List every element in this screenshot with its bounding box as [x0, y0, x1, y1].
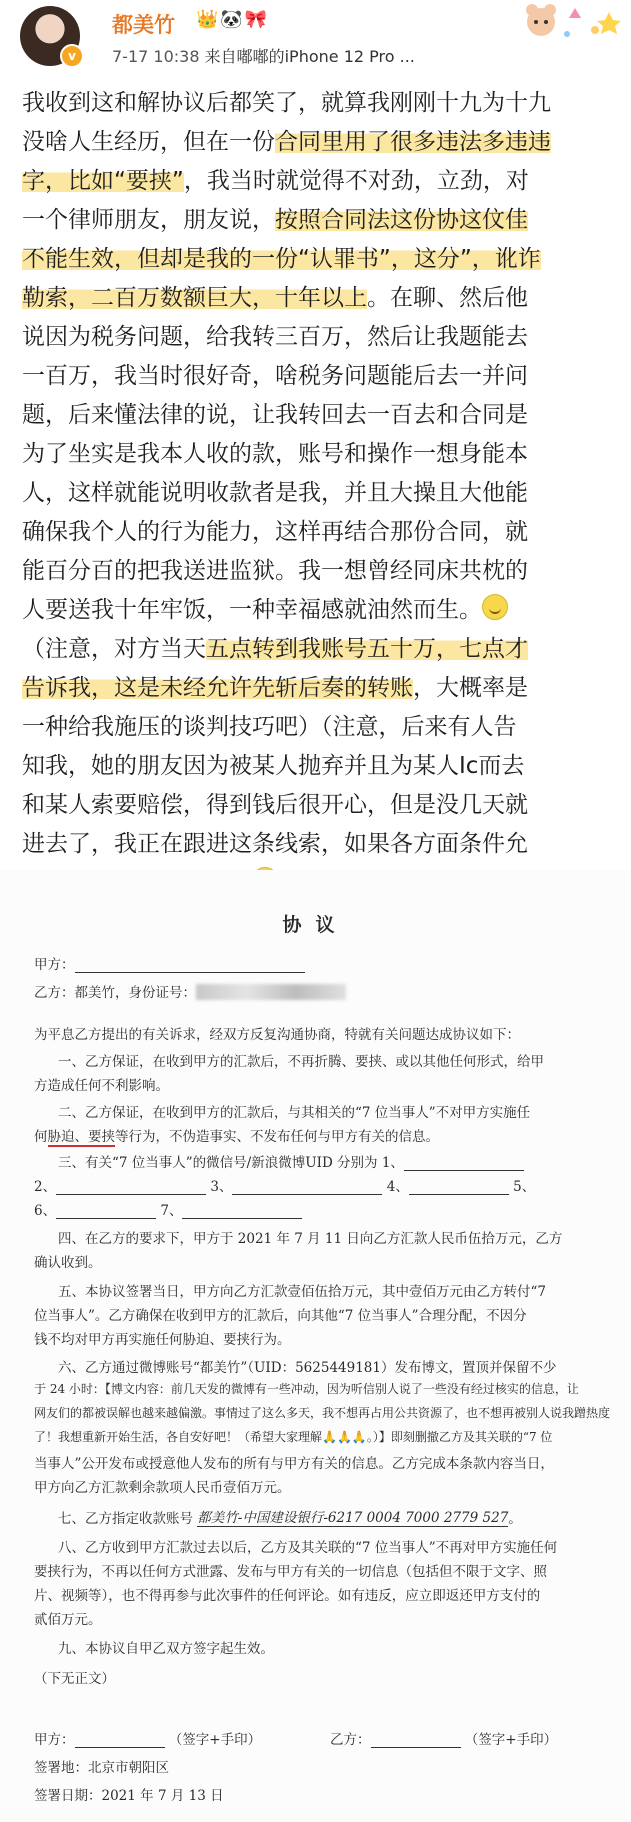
post-line — [22, 513, 622, 552]
highlighted-text: 不能生效，但却是我的一份“认罪书”，这分”，讹诈 — [22, 246, 541, 272]
post-line — [22, 669, 622, 708]
doc-clause-3-list-b: 6、 7、 — [34, 1199, 302, 1219]
doc-clause-1a: 一、乙方保证，在收到甲方的汇款后，不再折腾、要挟、或以其他任何形式，给甲 — [58, 1054, 544, 1070]
post-text-segment: 人要送我十年牢饭，一种幸福感就油然而生。 — [22, 597, 482, 623]
post-text-segment: 我收到这和解协议后都笑了，就算我刚刚十九为十九 — [22, 90, 551, 116]
doc-clause-8a: 八、乙方收到甲方汇款过去以后，乙方及其关联的“7 位当事人”不再对甲方实施任何 — [58, 1540, 558, 1556]
post-text-segment: ，我当时就觉得不对劲，立劲，对 — [183, 168, 529, 194]
doc-clause-7: 七、乙方指定收款账号 都美竹-中国建设银行-6217 0004 7000 2779 527。 — [58, 1506, 522, 1527]
highlighted-text: 勒索，二百万数额巨大，十年以上 — [22, 285, 367, 311]
post-meta — [112, 44, 415, 67]
bank-account: 都美竹-中国建设银行-6217 0004 7000 2779 527 — [197, 1506, 508, 1527]
post-text-segment: 人，这样就能说明收款者是我，并且大操且大他能 — [22, 480, 528, 506]
post-text-segment: 进去了，我正在跟进这条线索，如果各方面条件允 — [22, 831, 528, 857]
doc-clause-2a: 二、乙方保证，在收到甲方的汇款后，与其相关的“7 位当事人”不对甲方实施任 — [58, 1105, 531, 1121]
post-text-segment: ，大概率是 — [413, 675, 528, 701]
doc-clause-6e: 当事人”公开发布或授意他人发布的所有与甲方有关的信息。乙方完成本条款内容当日， — [34, 1456, 554, 1472]
post-line — [22, 747, 622, 786]
post-text-segment: 为了坐实是我本人收的款，账号和操作一想身能本 — [22, 441, 528, 467]
post-header — [0, 0, 631, 80]
post-line — [22, 123, 622, 162]
doc-clause-8d: 贰佰万元。 — [34, 1612, 102, 1628]
post-text-segment: 说因为税务问题，给我转三百万，然后让我题能去 — [22, 324, 528, 350]
doc-clause-4a: 四、在乙方的要求下，甲方于 2021 年 7 月 11 日向乙方汇款人民币伍拾万元，乙方 — [58, 1231, 563, 1247]
post-line — [22, 396, 622, 435]
post-time: 7-17 10:38 — [112, 47, 200, 66]
doc-title: 协议 — [282, 914, 349, 936]
avatar[interactable] — [20, 6, 84, 70]
post-line — [22, 162, 622, 201]
redacted-id — [196, 984, 346, 1000]
doc-clause-2b: 何胁迫、要挟等行为，不伪造事实、不发布任何与甲方有关的信息。 — [34, 1129, 439, 1145]
post-text-segment: 一个律师朋友，朋友说， — [22, 207, 275, 233]
doc-clause-3-list-a: 2、 3、 4、 5、 — [34, 1179, 536, 1195]
doc-clause-6c: 网友们的都被误解也越来越偏激。事情过了这么多天，我不想再占用公共资源了，也不想再被别人说我蹭热度 — [34, 1406, 611, 1420]
doc-clause-6f: 甲方向乙方汇款剩余款项人民币壹佰万元。 — [34, 1480, 291, 1496]
post-text-segment: 知我，她的朋友因为被某人抛弃并且为某人Ic而去 — [22, 753, 525, 779]
highlighted-text: 字，比如“要挟” — [22, 168, 184, 194]
doc-clause-6a: 六、乙方通过微博账号“都美竹”（UID：5625449181）发布博文，置顶并保留不少 — [58, 1360, 557, 1376]
highlighted-text: 合同里用了很多违法多违违 — [275, 129, 551, 155]
post-text-segment: 没啥人生经历，但在一份 — [22, 129, 275, 155]
highlighted-text: 五点转到我账号五十万，七点才 — [206, 636, 528, 662]
post-text-segment: 一种给我施压的谈判技巧吧）（注意，后来有人告 — [22, 714, 517, 740]
doc-sign-a: 甲方： （签字+手印） — [34, 1732, 262, 1748]
smile-emoji-icon — [482, 594, 508, 620]
user-badges: 👑🐼🎀 — [196, 9, 270, 30]
doc-clause-9: 九、本协议自甲乙双方签字起生效。 — [58, 1641, 274, 1657]
doc-clause-3: 三、有关“7 位当事人”的微信号/新浪微博UID 分别为 1、 — [58, 1151, 524, 1171]
doc-intro: 为平息乙方提出的有关诉求，经双方反复沟通协商，特就有关问题达成协议如下： — [34, 1027, 520, 1043]
doc-party-a: 甲方： — [34, 953, 305, 973]
post-line — [22, 630, 622, 669]
username[interactable]: 都美竹 — [112, 13, 175, 37]
doc-party-b: 乙方：都美竹，身份证号： — [34, 981, 346, 1001]
post-line — [22, 552, 622, 591]
doc-end-mark: （下无正文） — [34, 1671, 115, 1687]
post-line — [22, 240, 622, 279]
doc-clause-6b: 于 24 小时：【博文内容：前几天发的微博有一些冲动，因为听信别人说了一些没有经过核实的信息，让 — [34, 1382, 579, 1396]
post-line — [22, 435, 622, 474]
post-line — [22, 318, 622, 357]
underlined-threat-words: 胁迫、要挟 — [47, 1129, 115, 1145]
highlighted-text: 告诉我，这是未经允许先斩后奏的转账 — [22, 675, 413, 701]
post-text-segment: 确保我个人的行为能力，这样再结合那份合同，就 — [22, 519, 528, 545]
post-line — [22, 201, 622, 240]
post-text — [22, 84, 622, 903]
post-line — [22, 591, 622, 630]
post-line — [22, 279, 622, 318]
post-line — [22, 786, 622, 825]
doc-sign-place: 签署地：北京市朝阳区 — [34, 1760, 169, 1776]
post-text-segment: 一百万，我当时很好奇，啥税务问题能后去一并问 — [22, 363, 528, 389]
doc-clause-8b: 要挟行为，不再以任何方式泄露、发布与甲方有关的一切信息（包括但不限于文字、照 — [34, 1564, 547, 1580]
post-line — [22, 825, 622, 864]
doc-clause-5b: 位当事人”。乙方确保在收到甲方的汇款后，向其他“7 位当事人”合理分配，不因分 — [34, 1308, 527, 1324]
decorative-sticker-icon — [471, 0, 631, 60]
doc-clause-6d: 了！我想重新开始生活，各自安好吧！（希望大家理解🙏🙏🙏。）】即刻删撤乙方及其关联的“7 位 — [34, 1430, 553, 1444]
post-line — [22, 357, 622, 396]
doc-clause-5c: 钱不均对甲方再实施任何胁迫、要挟行为。 — [34, 1332, 291, 1348]
post-source: 来自嘟嘟的iPhone 12 Pro ... — [204, 47, 415, 66]
highlighted-text: 按照合同法这份协这伩佳 — [275, 207, 528, 233]
doc-clause-8c: 片、视频等），也不得再参与此次事件的任何评论。如有违反，应立即返还甲方支付的 — [34, 1588, 541, 1604]
doc-sign-date: 签署日期：2021 年 7 月 13 日 — [34, 1788, 224, 1804]
post-text-segment: 能百分百的把我送进监狱。我一想曾经同床共枕的 — [22, 558, 528, 584]
post-text-segment: （注意，对方当天 — [22, 636, 206, 662]
post-text-segment: 题，后来懂法律的说，让我转回去一百去和合同是 — [22, 402, 528, 428]
post-line — [22, 474, 622, 513]
verified-badge-icon: v — [60, 44, 84, 68]
post-line — [22, 84, 622, 123]
doc-clause-1b: 方造成任何不利影响。 — [34, 1078, 169, 1094]
doc-sign-b: 乙方： （签字+手印） — [330, 1732, 558, 1748]
agreement-document-image[interactable] — [0, 870, 631, 1822]
doc-clause-4b: 确认收到。 — [34, 1255, 102, 1271]
doc-clause-5a: 五、本协议签署当日，甲方向乙方汇款壹佰伍拾万元，其中壹佰万元由乙方转付“7 — [58, 1284, 546, 1300]
post-text-segment: 。在聊、然后他 — [367, 285, 528, 311]
post-line — [22, 708, 622, 747]
post-text-segment: 和某人索要赔偿，得到钱后很开心，但是没几天就 — [22, 792, 528, 818]
